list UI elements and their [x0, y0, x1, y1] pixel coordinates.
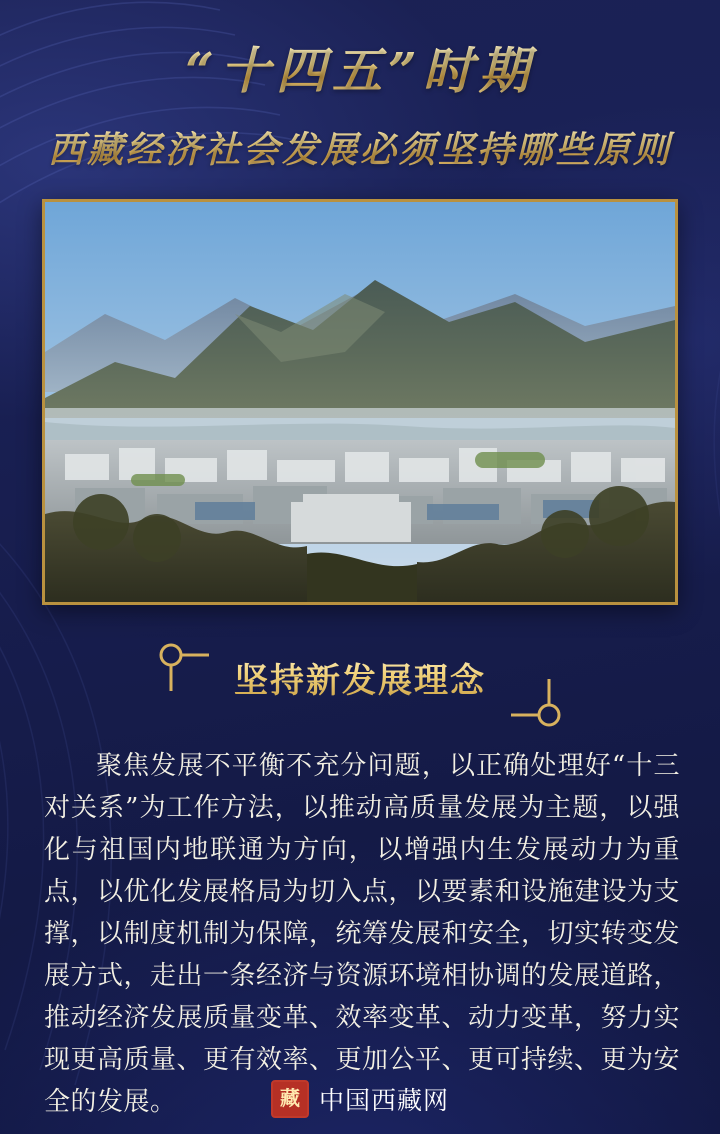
- page-title-sub: 西藏经济社会发展必须坚持哪些原则: [0, 122, 720, 173]
- brand-logo-icon: 藏: [271, 1080, 309, 1118]
- hero-photo-image: [45, 202, 675, 602]
- section-heading: [45, 639, 675, 731]
- hero-photo: [42, 199, 678, 605]
- body-paragraph: 聚焦发展不平衡不充分问题，以正确处理好“十三对关系”为工作方法，以推动高质量发展为主题，以强化与祖国内地联通为方向，以增强内生发展动力为重点，以优化发展格局为切入点，以要素和设施建设为支撑，以制度机制为保障，统筹发展和安全，切实转变发展方式，走出一条经济与资源环境相协调的发展道路，推动经济发展质量变革、效率变革、动力变革，努力实现更高质量、更有效率、更加公平、更可持续、更为安全的发展。: [44, 750, 681, 1118]
- title-block: [0, 0, 720, 173]
- brand-name: 中国西藏网: [318, 1086, 449, 1115]
- page-title-main: “十四五”时期: [0, 42, 720, 100]
- corner-bracket-right-icon: [509, 677, 563, 729]
- footer-brand: [0, 1080, 720, 1118]
- section-title-text: 坚持新发展理念: [45, 653, 675, 702]
